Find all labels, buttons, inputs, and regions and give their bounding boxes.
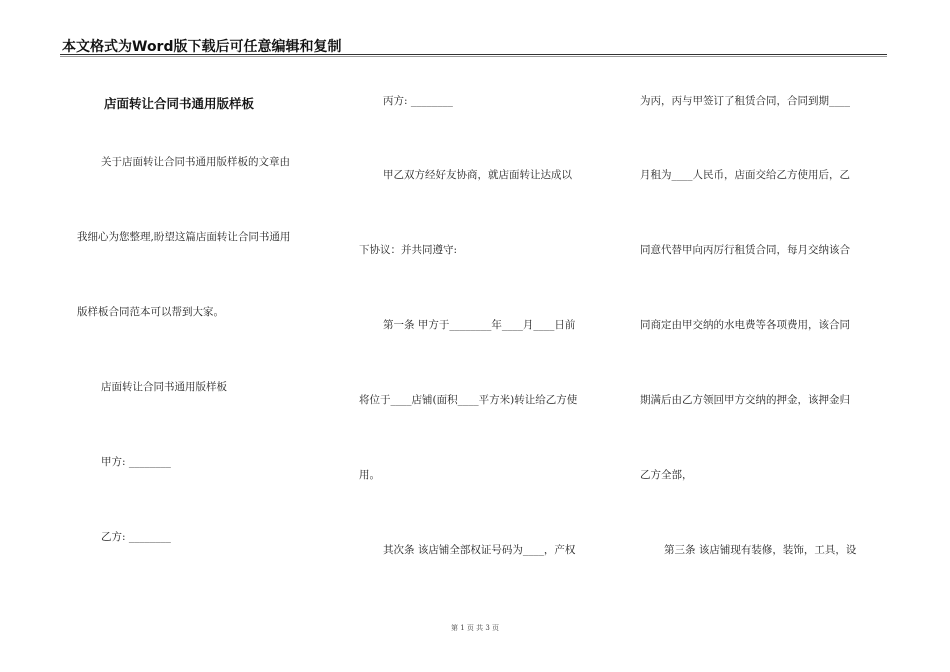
paragraph-line: 版样板合同范本可以帮到大家。 (77, 306, 224, 318)
clause-line: 同意代替甲向丙厉行租赁合同，每月交纳该合 (640, 244, 850, 256)
paragraph-line: 我细心为您整理,盼望这篇店面转让合同书通用 (77, 231, 291, 243)
party-c-field: 丙方: ________ (383, 95, 453, 107)
header-divider (60, 54, 887, 55)
paragraph-line: 甲乙双方经好友协商，就店面转让达成以 (383, 169, 572, 181)
document-title: 店面转让合同书通用版样板 (104, 96, 255, 111)
section-heading: 店面转让合同书通用版样板 (101, 381, 227, 393)
clause-line: 为丙，丙与甲签订了租赁合同，合同到期____ (640, 95, 850, 107)
clause-line: 将位于____店铺(面积____平方米)转让给乙方使 (359, 394, 578, 406)
clause-line: 月租为____人民币，店面交给乙方使用后，乙 (640, 169, 850, 181)
paragraph-line: 关于店面转让合同书通用版样板的文章由 (101, 156, 290, 168)
party-b-field: 乙方: ________ (101, 531, 171, 543)
clause-line: 乙方全部， (640, 469, 693, 481)
clause-line: 其次条 该店铺全部权证号码为____，产权 (383, 544, 576, 556)
clause-line: 用。 (359, 469, 380, 481)
header-title: 本文格式为Word版下载后可任意编辑和复制 (62, 39, 342, 55)
clause-line: 第三条 该店铺现有装修，装饰，工具，设 (664, 544, 857, 556)
paragraph-line: 下协议：并共同遵守: (359, 244, 458, 256)
clause-line: 第一条 甲方于________年____月____日前 (383, 319, 576, 331)
clause-line: 期满后由乙方领回甲方交纳的押金，该押金归 (640, 394, 850, 406)
party-a-field: 甲方: ________ (101, 456, 171, 468)
clause-line: 同商定由甲交纳的水电费等各项费用，该合同 (640, 319, 850, 331)
page-number: 第 1 页 共 3 页 (450, 624, 500, 632)
header-divider-thin (60, 56, 887, 57)
